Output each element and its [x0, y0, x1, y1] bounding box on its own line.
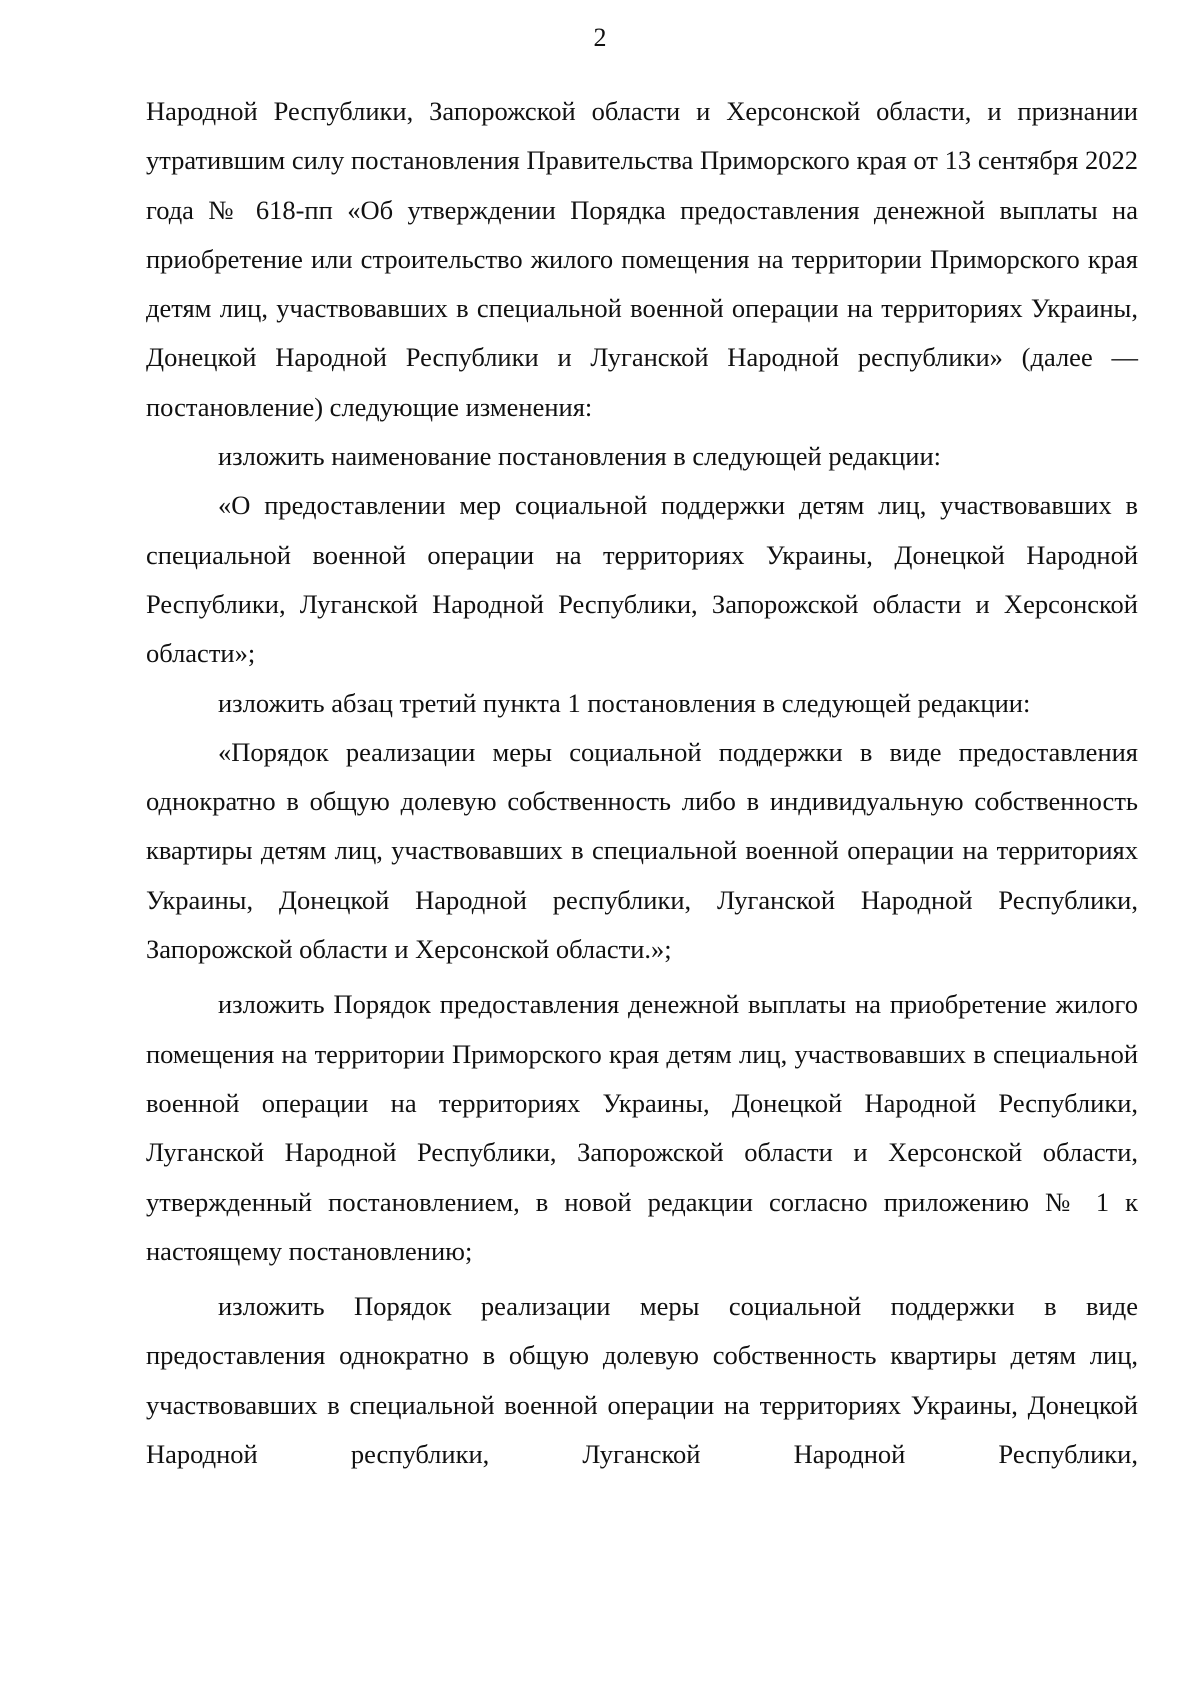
document-body [146, 87, 1138, 1479]
paragraph-clause-instruction: изложить абзац третий пункта 1 постановления в следующей редакции: [218, 687, 1031, 718]
page-number: 2 [593, 23, 607, 52]
paragraph-rename-instruction: изложить наименование постановления в следующей редакции: [218, 441, 942, 472]
paragraph-changes-intro: Народной Республики, Запорожской области и Херсонской области, и признании утратившим силу постановления Правительства Приморского края от 13 сентября 2022 года № 618-пп «Об утверждении Порядка предоставления денежной выплаты на приобретение или строительство жилого помещения на территории Приморского края детям лиц, участвовавших в специальной военной операции на территориях Украины, Донецкой Народной Республики и Луганской Народной республики» (далее — постановление) следующие изменения: [146, 96, 1138, 422]
paragraph-procedure-apartment: изложить Порядок реализации меры социальной поддержки в виде предоставления однократно в общую долевую собственность квартиры детям лиц, участвовавших в специальной военной операции на территориях Украины, Донецкой Народной республики, Луганской Народной Республики, [146, 1291, 1138, 1470]
paragraph-clause-text: «Порядок реализации меры социальной поддержки в виде предоставления однократно в общую долевую собственность либо в индивидуальную собственность квартиры детям лиц, участвовавших в специальной военной операции на территориях Украины, Донецкой Народной республики, Луганской Народной Республики, Запорожской области и Херсонской области.»; [146, 736, 1138, 965]
paragraph-procedure-payment: изложить Порядок предоставления денежной выплаты на приобретение жилого помещения на территории Приморского края детям лиц, участвовавших в специальной военной операции на территориях Украины, Донецкой Народной Республики, Луганской Народной Республики, Запорожской области и Херсонской области, утвержденный постановлением, в новой редакции согласно приложению № 1 к настоящему постановлению; [146, 989, 1138, 1266]
paragraph-new-title: «О предоставлении мер социальной поддержки детям лиц, участвовавших в специальной военной операции на территориях Украины, Донецкой Народной Республики, Луганской Народной Республики, Запорожской области и Херсонской области»; [146, 490, 1138, 669]
